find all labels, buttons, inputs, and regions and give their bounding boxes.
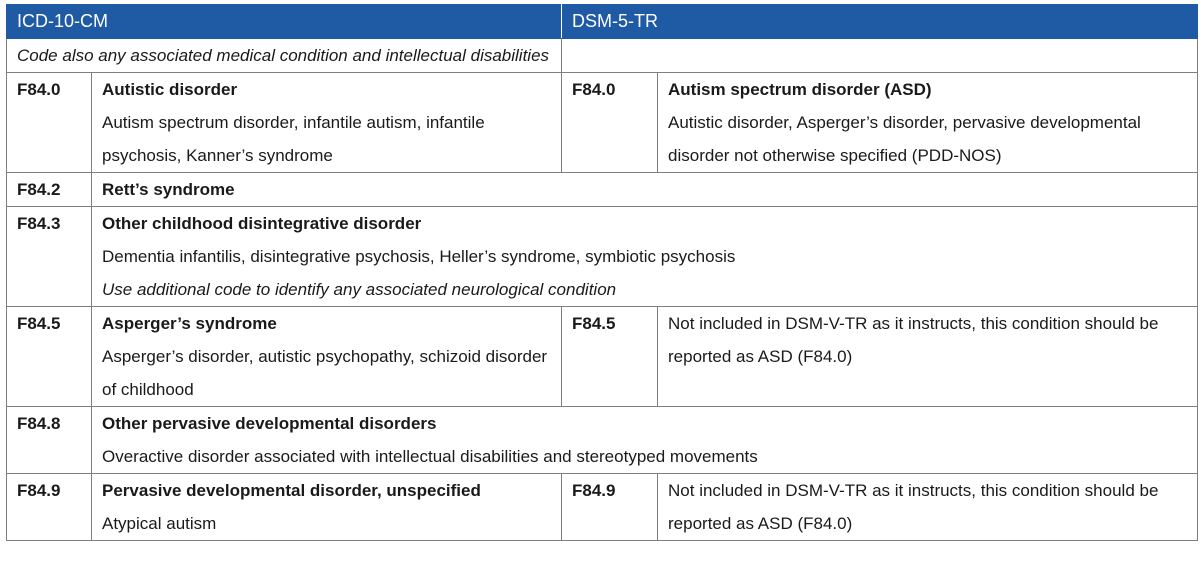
header-dsm: DSM-5-TR xyxy=(562,5,1198,39)
icd-code: F84.2 xyxy=(7,173,92,207)
icd-code: F84.3 xyxy=(7,207,92,307)
dsm-description-cell xyxy=(658,73,1198,173)
icd-title: Other pervasive developmental disorders xyxy=(102,414,437,433)
icd-description-cell xyxy=(92,474,562,541)
icd-title: Rett’s syndrome xyxy=(102,180,235,199)
empty-cell xyxy=(562,39,1198,73)
dsm-description-cell xyxy=(658,307,1198,407)
table-row xyxy=(7,173,1198,207)
table-row xyxy=(7,307,1198,407)
icd-description-cell xyxy=(92,307,562,407)
coding-note: Code also any associated medical condition and intellectual disabilities xyxy=(7,39,562,73)
icd-code: F84.9 xyxy=(7,474,92,541)
dsm-title: Autism spectrum disorder (ASD) xyxy=(668,80,932,99)
dsm-desc: Not included in DSM-V-TR as it instructs, this condition should be reported as ASD (F84.0) xyxy=(668,314,1159,366)
icd-desc: Dementia infantilis, disintegrative psychosis, Heller’s syndrome, symbiotic psychosis xyxy=(102,247,736,266)
table-row-note xyxy=(7,39,1198,73)
table-header-row xyxy=(7,5,1198,39)
icd-description-cell xyxy=(92,207,1198,307)
dsm-description-cell xyxy=(658,474,1198,541)
icd-title: Asperger’s syndrome xyxy=(102,314,277,333)
dsm-code: F84.9 xyxy=(562,474,658,541)
icd-title: Autistic disorder xyxy=(102,80,238,99)
icd-title: Pervasive developmental disorder, unspecified xyxy=(102,481,481,500)
icd-description-cell xyxy=(92,407,1198,474)
dsm-code: F84.5 xyxy=(562,307,658,407)
table-row xyxy=(7,207,1198,307)
icd-description-cell xyxy=(92,73,562,173)
icd-code: F84.5 xyxy=(7,307,92,407)
icd-desc: Atypical autism xyxy=(102,514,217,533)
icd-code: F84.8 xyxy=(7,407,92,474)
icd-code: F84.0 xyxy=(7,73,92,173)
icd-desc: Overactive disorder associated with intellectual disabilities and stereotyped movements xyxy=(102,447,758,466)
icd-dsm-crosswalk-table xyxy=(6,4,1198,541)
dsm-code: F84.0 xyxy=(562,73,658,173)
header-icd: ICD-10-CM xyxy=(7,5,562,39)
icd-desc: Autism spectrum disorder, infantile autism, infantile psychosis, Kanner’s syndrome xyxy=(102,113,485,165)
table-row xyxy=(7,73,1198,173)
dsm-desc: Autistic disorder, Asperger’s disorder, pervasive developmental disorder not otherwise specified (PDD-NOS) xyxy=(668,113,1141,165)
dsm-desc: Not included in DSM-V-TR as it instructs, this condition should be reported as ASD (F84.0) xyxy=(668,481,1159,533)
icd-note: Use additional code to identify any associated neurological condition xyxy=(102,280,617,299)
icd-desc: Asperger’s disorder, autistic psychopathy, schizoid disorder of childhood xyxy=(102,347,548,399)
table-row xyxy=(7,474,1198,541)
icd-title: Other childhood disintegrative disorder xyxy=(102,214,422,233)
table-row xyxy=(7,407,1198,474)
icd-description-cell xyxy=(92,173,1198,207)
